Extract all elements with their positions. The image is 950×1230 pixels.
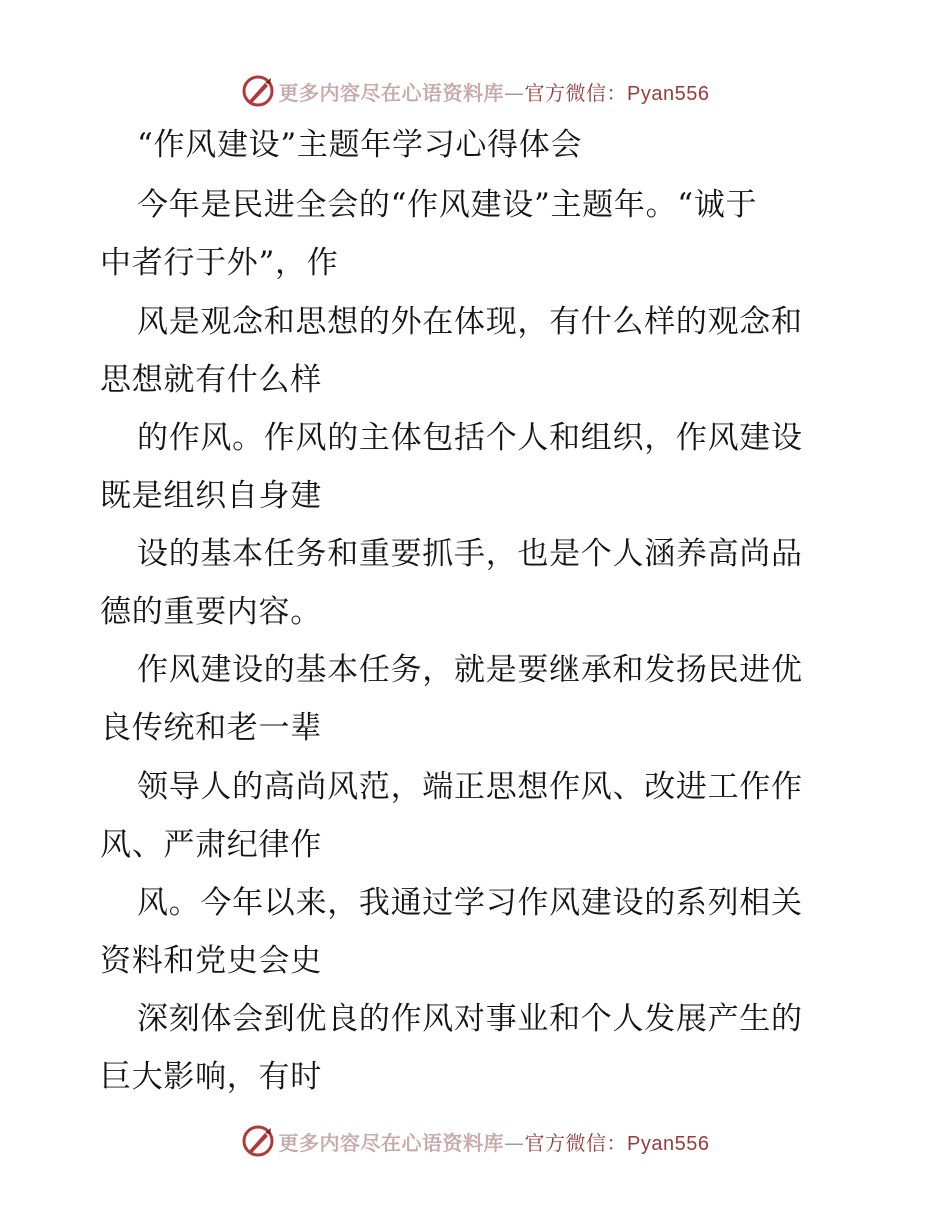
quill-pen-seal-icon xyxy=(241,1124,275,1158)
paragraph-line: 风。今年以来，我通过学习作风建设的系列相关 xyxy=(137,885,803,921)
header-brand-text: 更多内容尽在心语资料库 xyxy=(278,80,505,105)
paragraph-line: 巨大影响，有时 xyxy=(100,1059,322,1095)
paragraph-line: 思想就有什么样 xyxy=(100,362,322,398)
footer-brand-text: 更多内容尽在心语资料库 xyxy=(278,1130,505,1155)
paragraph-line: 中者行于外”，作 xyxy=(100,245,339,281)
paragraph-line: 良传统和老一辈 xyxy=(100,710,322,746)
paragraph-line: 的作风。作风的主体包括个人和组织，作风建设 xyxy=(137,420,803,456)
paragraph-line: 既是组织自身建 xyxy=(100,478,322,514)
paragraph-line: 作风建设的基本任务，就是要继承和发扬民进优 xyxy=(137,652,803,688)
document-title: “作风建设”主题年学习心得体会 xyxy=(137,127,583,163)
header-wechat-text: 官方微信：Pyan556 xyxy=(524,82,710,105)
paragraph-line: 深刻体会到优良的作风对事业和个人发展产生的 xyxy=(137,1001,803,1037)
footer-banner-text xyxy=(279,1127,710,1156)
paragraph-line: 资料和党史会史 xyxy=(100,943,322,979)
header-separator: — xyxy=(504,80,525,105)
quill-pen-seal-icon xyxy=(241,74,275,108)
paragraph-line: 德的重要内容。 xyxy=(100,594,322,630)
paragraph-line: 今年是民进全会的“作风建设”主题年。“诚于 xyxy=(137,187,758,223)
paragraph-line: 设的基本任务和重要抓手，也是个人涵养高尚品 xyxy=(137,536,803,572)
paragraph-line: 风是观念和思想的外在体现，有什么样的观念和 xyxy=(137,304,803,340)
footer-banner xyxy=(0,1121,950,1161)
footer-separator: — xyxy=(504,1130,525,1155)
paragraph-line: 领导人的高尚风范，端正思想作风、改进工作作 xyxy=(137,769,803,805)
footer-wechat-text: 官方微信：Pyan556 xyxy=(524,1132,710,1155)
header-banner xyxy=(0,71,950,111)
header-banner-text xyxy=(279,77,710,106)
paragraph-line: 风、严肃纪律作 xyxy=(100,827,322,863)
